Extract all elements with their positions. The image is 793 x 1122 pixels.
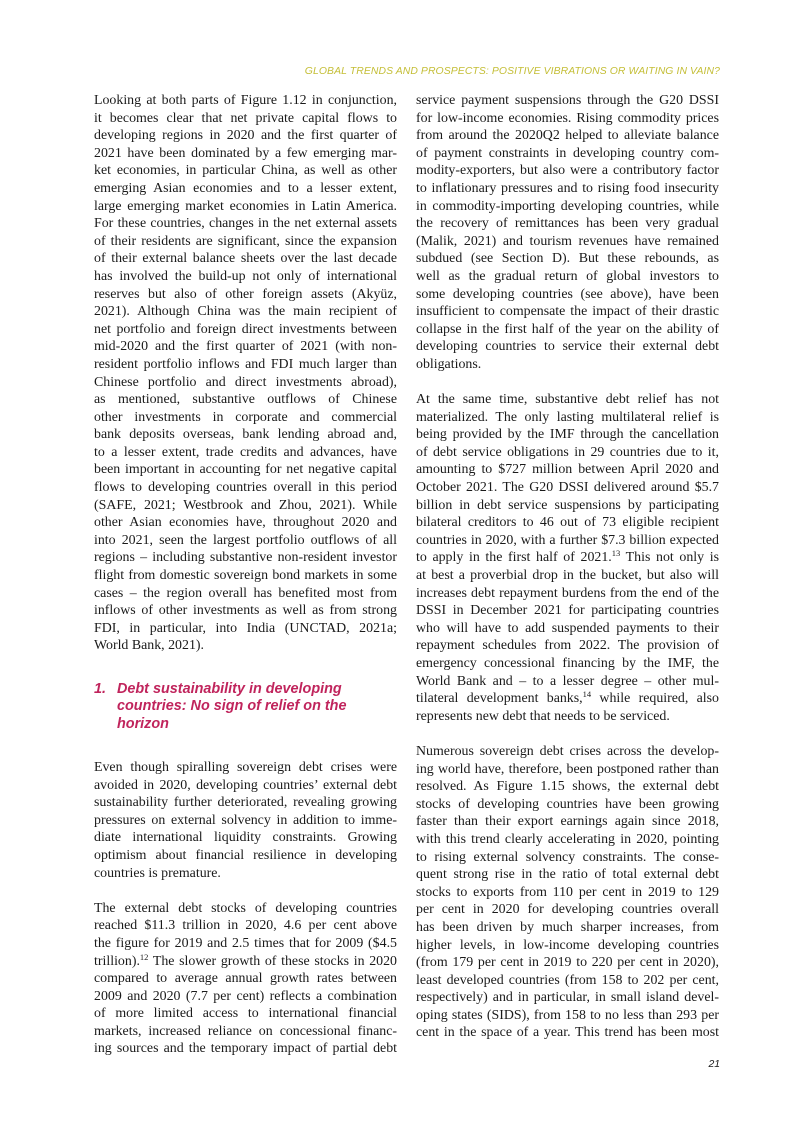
text-line: developing regions in 2020 and the first quarter of — [94, 128, 397, 144]
paragraph-external-debt-stocks — [94, 900, 397, 1058]
text-line: of their external balance sheets over the last decade — [94, 251, 397, 267]
text-line: modity-exporters, but also were a contributory factor — [416, 163, 719, 179]
page-number: 21 — [708, 1059, 720, 1070]
text-line: of payment constraints in developing country com- — [416, 145, 719, 161]
text-line: developing countries to service their external debt — [416, 339, 719, 355]
text-line: bilateral creditors to 46 out of 73 eligible recipient — [416, 515, 719, 531]
text-line: The external debt stocks of developing countries — [94, 900, 397, 916]
text-line: collapse in the first half of the year on the ability of — [416, 321, 719, 337]
left-column — [94, 92, 397, 1058]
text-line: reached $11.3 trillion in 2020, 4.6 per cent above — [94, 918, 397, 934]
text-line: resident portfolio inflows and FDI much larger than — [94, 356, 397, 372]
text-line: 2009 and 2020 (7.7 per cent) reflects a combination — [94, 988, 397, 1004]
text-line: pressures on external solvency in addition to imme- — [94, 812, 397, 828]
text-line: oping states (SIDS), from 158 to no less than 293 per — [416, 1007, 719, 1023]
text-run: trillion). — [94, 953, 140, 969]
text-line: ing sources and the temporary impact of partial debt — [94, 1041, 397, 1057]
text-run: while required, also — [591, 691, 720, 707]
text-line: the recovery of remittances has been very gradual — [416, 216, 719, 232]
text-line: markets, increased reliance on concessional financ- — [94, 1023, 397, 1039]
section-title-line: horizon — [117, 715, 169, 732]
text-line: in commodity-importing developing countries, while — [416, 198, 719, 214]
text-line: represents new debt that needs to be serviced. — [416, 708, 670, 724]
text-line: stocks to exports from 110 per cent in 2019 to 129 — [416, 884, 719, 900]
text-line: respectively) and in particular, in small island devel- — [416, 990, 719, 1006]
text-line: of debt service obligations in 29 countries due to it, — [416, 444, 719, 460]
text-line: diate international liquidity constraints. Growing — [94, 830, 397, 846]
text-line: repayment schedules from 2022. The provision of — [416, 638, 719, 654]
text-line: optimism about financial resilience in developing — [94, 847, 397, 863]
text-line: flows to developing countries overall in this period — [94, 480, 397, 496]
text-line — [94, 953, 397, 971]
text-line: at best a proverbial drop in the bucket, but also will — [416, 568, 719, 584]
text-run: to apply in the first half of 2021. — [416, 550, 612, 566]
text-line: the figure for 2019 and 2.5 times that for 2009 ($4.5 — [94, 935, 397, 951]
footnote-ref-13: 13 — [611, 548, 621, 559]
text-line: to inflationary pressures and to rising food insecurity — [416, 180, 719, 196]
text-line: service payment suspensions through the G20 DSSI — [416, 93, 719, 108]
text-line: bank deposits overseas, bank lending abroad and, — [94, 427, 397, 443]
text-line: (SAFE, 2021; Westbrook and Zhou, 2021). While — [94, 497, 397, 513]
text-line: October 2021. The G20 DSSI delivered around $5.7 — [416, 480, 719, 496]
text-line: cases – the region overall has benefited most from — [94, 585, 397, 601]
text-line: DSSI in December 2021 for participating countries — [416, 603, 719, 619]
right-column — [416, 92, 719, 1042]
text-line: materialized. The only lasting multilateral relief is — [416, 409, 719, 425]
text-line: been important in accounting for net negative capital — [94, 462, 397, 478]
text-line: who will have to add suspended payments to their — [416, 620, 719, 636]
text-line: into 2021, seen the largest portfolio outflows of all — [94, 532, 397, 548]
text-line: Looking at both parts of Figure 1.12 in conjunction, — [94, 93, 397, 108]
text-line — [416, 549, 719, 567]
text-line: insufficient to compensate the impact of their drastic — [416, 304, 719, 320]
text-line: with this trend clearly accelerating in 2020, pointing — [416, 831, 719, 847]
footnote-ref-14: 14 — [582, 689, 592, 700]
paragraph-debt-to-exports — [416, 743, 719, 1042]
text-line: obligations. — [416, 356, 482, 372]
text-line: sustainability further deteriorated, revealing growing — [94, 795, 397, 811]
text-line: At the same time, substantive debt relief has not — [416, 392, 719, 408]
text-line: 2021). Although China was the main recipient of — [94, 304, 397, 320]
text-line: as mentioned, substantive outflows of Chinese — [94, 392, 397, 408]
text-line: countries is premature. — [94, 865, 221, 881]
text-line: least developed countries (from 158 to 202 per cent, — [416, 972, 719, 988]
text-line: Chinese portfolio and direct investments abroad), — [94, 374, 397, 390]
text-line: cent in the space of a year. This trend has been most — [416, 1025, 719, 1041]
text-line: reserves but also of other foreign assets (Akyüz, — [94, 286, 397, 302]
section-number: 1. — [94, 680, 107, 697]
text-line: emergency concessional financing by the IMF, the — [416, 656, 719, 671]
text-line: avoided in 2020, developing countries’ external debt — [94, 777, 397, 793]
text-line: Even though spiralling sovereign debt crises were — [94, 759, 397, 775]
text-line: increases debt repayment burdens from the end of the — [416, 585, 719, 601]
text-line: for low-income economies. Rising commodity prices — [416, 110, 719, 126]
text-line: to a lesser extent, trade credits and advances, have — [94, 444, 397, 460]
text-line: 2021 have been dominated by a few emerging mar- — [94, 145, 397, 161]
text-line: compared to average annual growth rates between — [94, 971, 397, 987]
text-line: has involved the build-up not only of international — [94, 268, 397, 284]
text-line: countries in 2020, with a further $7.3 billion expected — [416, 532, 719, 548]
text-line: net portfolio and foreign direct investments between — [94, 321, 397, 337]
paragraph-capital-flows — [94, 92, 397, 655]
text-line: resolved. As Figure 1.15 shows, the external debt — [416, 779, 719, 795]
text-line: faster than their export earnings again since 2018, — [416, 814, 719, 830]
text-line: subdued (see Section D). But these rebounds, as — [416, 251, 719, 267]
text-line: amounting to $727 million between April 2020 and — [416, 462, 719, 478]
text-line: World Bank, 2021). — [94, 638, 204, 654]
text-line: of their residents are significant, since the expansion — [94, 233, 397, 249]
text-run: The slower growth of these stocks in 2020 — [148, 953, 397, 969]
text-line: other Asian economies have, throughout 2020 and — [94, 515, 397, 531]
paragraph-dssi-commodities — [416, 92, 719, 374]
text-line: has been driven by much sharper increases, from — [416, 919, 719, 935]
text-line: from around the 2020Q2 helped to alleviate balance — [416, 128, 719, 144]
text-line: (from 179 per cent in 2019 to 220 per cent in 2020), — [416, 955, 719, 971]
paragraph-debt-relief — [416, 391, 719, 725]
text-line: For these countries, changes in the net external assets — [94, 216, 397, 232]
text-line: stocks of developing countries have been growing — [416, 796, 719, 812]
text-line: other investments in corporate and commercial — [94, 409, 397, 425]
text-line: of more limited access to international financial — [94, 1006, 397, 1022]
text-line: regions – including substantive non-resident investor — [94, 550, 397, 566]
text-line: flight from domestic sovereign bond markets in some — [94, 568, 397, 584]
text-line: inflows of other investments as well as from strong — [94, 603, 397, 619]
text-line: World Bank and – to a lesser degree – other mul- — [416, 673, 719, 689]
text-line: to rising external solvency constraints. The conse- — [416, 849, 719, 865]
text-line: mid-2020 and the first quarter of 2021 (with non- — [94, 339, 397, 355]
text-line: well as the gradual return of global investors to — [416, 268, 719, 284]
text-line: some developing countries (see above), have been — [416, 286, 719, 302]
text-line — [416, 690, 719, 708]
section-title — [117, 681, 397, 734]
text-run: This not only is — [620, 550, 720, 566]
text-line: Numerous sovereign debt crises across the develop- — [416, 743, 719, 759]
section-title-line: Debt sustainability in developing — [117, 680, 342, 697]
footnote-ref-12: 12 — [139, 951, 149, 962]
text-line: billion in debt service suspensions by participating — [416, 497, 719, 513]
text-run: tilateral development banks, — [416, 691, 583, 707]
text-line: being provided by the IMF through the cancellation — [416, 427, 719, 443]
section-heading — [94, 681, 397, 734]
paragraph-debt-sustainability — [94, 759, 397, 882]
text-line: large emerging market economies in Latin America. — [94, 198, 397, 214]
text-line: ket economies, in particular China, as well as other — [94, 163, 397, 179]
text-line: higher levels, in low-income developing countries — [416, 937, 719, 953]
text-line: (Malik, 2021) and tourism revenues have remained — [416, 233, 719, 249]
text-line: quent strong rise in the ratio of total external debt — [416, 867, 719, 883]
text-line: FDI, in particular, into India (UNCTAD, 2021a; — [94, 620, 397, 636]
text-line: emerging Asian economies and to a lesser extent, — [94, 180, 397, 196]
text-line: ing world have, therefore, been postponed rather than — [416, 761, 719, 777]
text-line: per cent in 2020 for developing countries overall — [416, 902, 719, 918]
running-header: GLOBAL TRENDS AND PROSPECTS: POSITIVE VIBRATIONS OR WAITING IN VAIN? — [304, 66, 720, 77]
section-title-line: countries: No sign of relief on the — [117, 698, 347, 715]
text-line: it becomes clear that net private capital flows to — [94, 110, 397, 126]
